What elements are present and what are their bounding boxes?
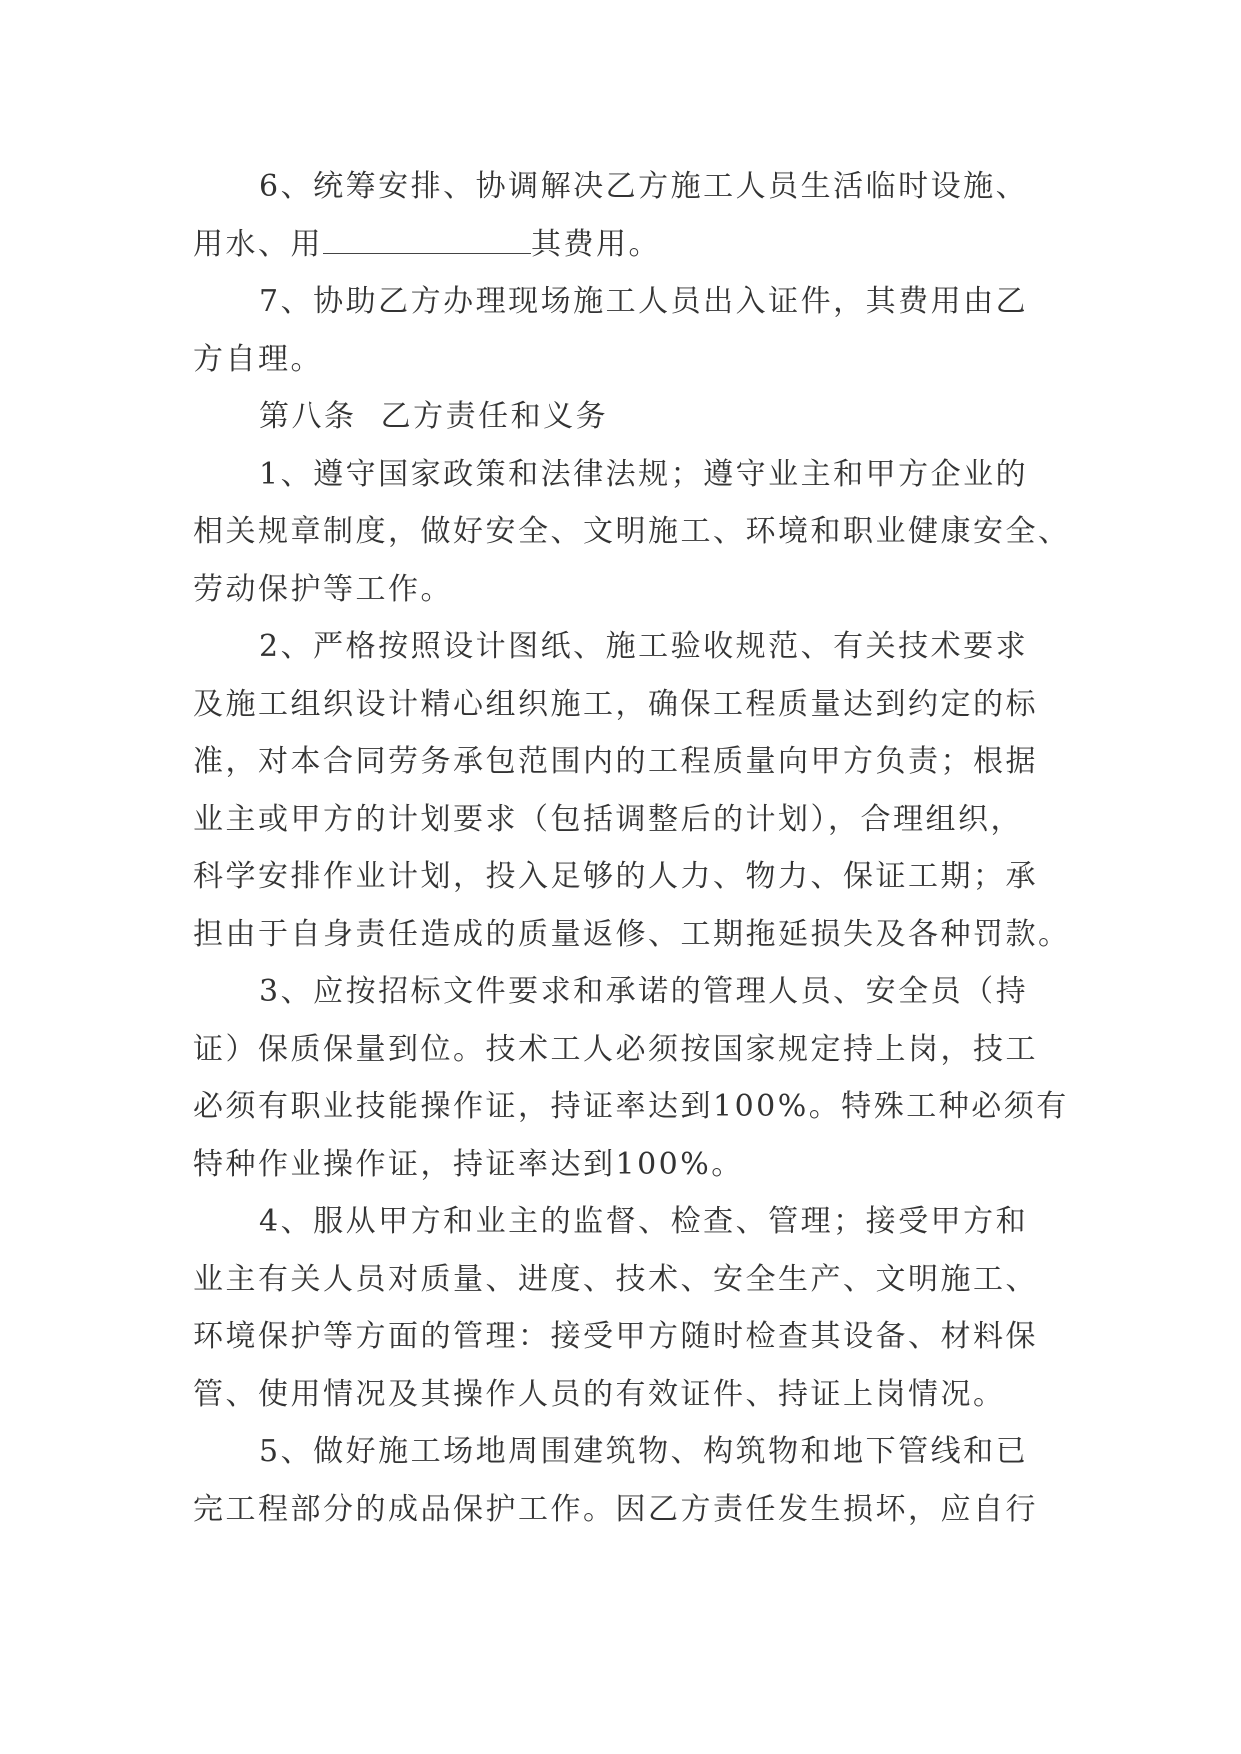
text-fragment: 其费用。 [531,226,661,262]
article-8-item-4 [193,1193,1059,1423]
text-line: 准，对本合同劳务承包范围内的工程质量向甲方负责；根据 [193,744,1038,779]
text-line: 完工程部分的成品保护工作。因乙方责任发生损坏，应自行 [193,1491,1038,1527]
article-8-item-1 [193,446,1071,619]
article-8-item-2 [193,618,1071,963]
text-line: 相关规章制度，做好安全、文明施工、环境和职业健康安全、 [193,514,1071,549]
text-line: 6、统筹安排、协调解决乙方施工人员生活临时设施、 [259,169,1029,204]
text-line: 2、严格按照设计图纸、施工验收规范、有关技术要求 [259,629,1029,664]
text-fragment: 用水、用 [193,226,323,262]
text-line: 必须有职业技能操作证，持证率达到100%。特殊工种必须有 [193,1089,1069,1124]
text-line: 业主有关人员对质量、进度、技术、安全生产、文明施工、 [193,1261,1038,1297]
text-line: 业主或甲方的计划要求（包括调整后的计划），合理组织， [193,801,1023,837]
text-line: 1、遵守国家政策和法律法规；遵守业主和甲方企业的 [259,456,1029,492]
text-line: 担由于自身责任造成的质量返修、工期拖延损失及各种罚款。 [193,916,1071,952]
clause-6-paragraph [193,158,1059,273]
article-8-item-3 [193,963,1069,1193]
section-heading: 第八条 乙方责任和义务 [259,399,609,434]
text-line: 劳动保护等工作。 [193,571,453,607]
text-line: 及施工组织设计精心组织施工，确保工程质量达到约定的标 [193,686,1038,722]
text-line: 4、服从甲方和业主的监督、检查、管理；接受甲方和 [259,1204,1029,1239]
clause-7-paragraph [193,273,1059,388]
text-line: 方自理。 [193,341,323,377]
document-body [193,158,1071,1538]
text-line: 证）保质保量到位。技术工人必须按国家规定持上岗，技工 [193,1031,1038,1067]
text-line: 7、协助乙方办理现场施工人员出入证件，其费用由乙 [259,284,1029,319]
text-line: 3、应按招标文件要求和承诺的管理人员、安全员（持 [259,974,1029,1009]
text-line: 管、使用情况及其操作人员的有效证件、持证上岗情况。 [193,1376,1006,1412]
text-line: 环境保护等方面的管理：接受甲方随时检查其设备、材料保 [193,1319,1038,1354]
text-line: 科学安排作业计划，投入足够的人力、物力、保证工期；承 [193,859,1038,894]
fill-in-blank [323,227,531,254]
text-line: 特种作业操作证，持证率达到100%。 [193,1146,744,1182]
text-line [193,216,1059,274]
article-8-item-5 [193,1423,1059,1538]
text-line: 5、做好施工场地周围建筑物、构筑物和地下管线和已 [259,1434,1029,1469]
article-8-heading [193,388,1059,446]
